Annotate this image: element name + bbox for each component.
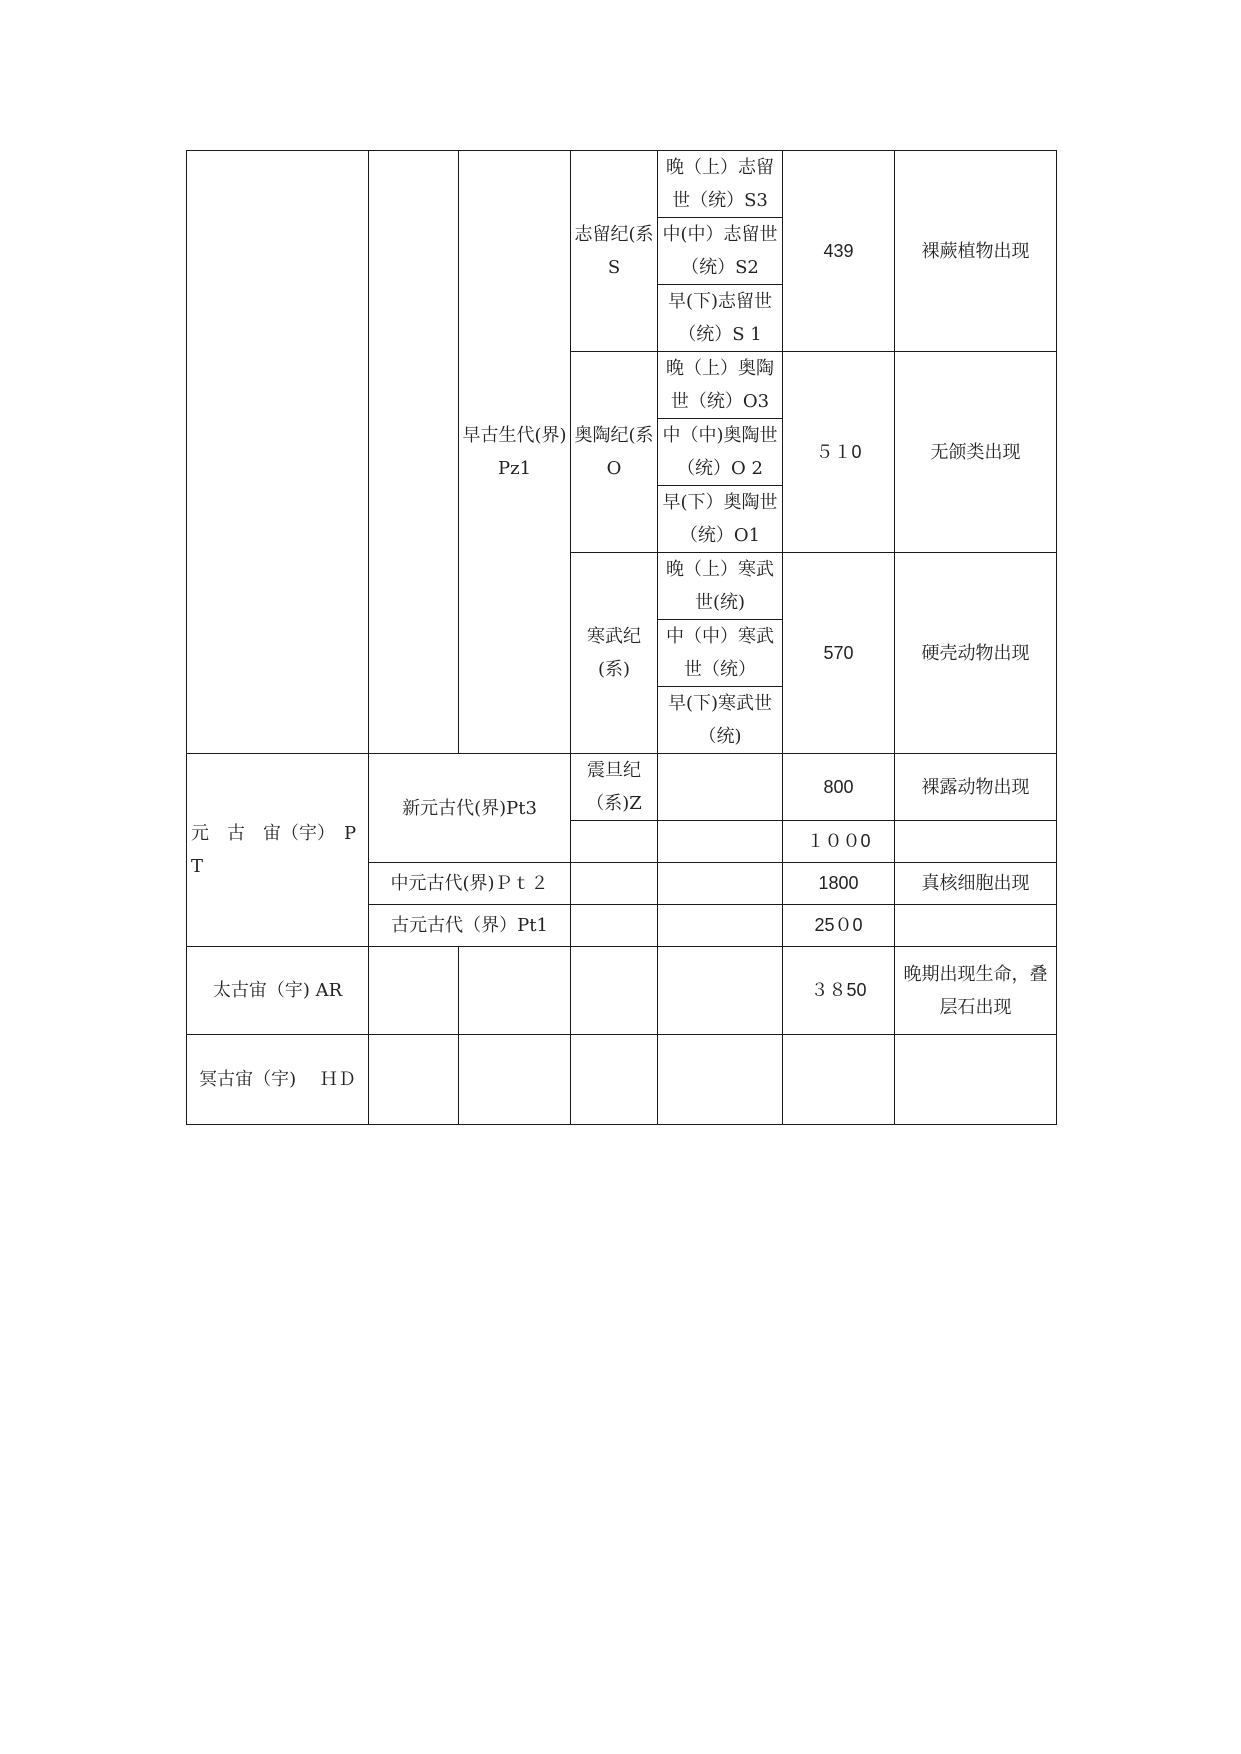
- archean-epoch-cell-blank: [658, 947, 783, 1035]
- ordovician-event-cell: 无颌类出现: [895, 352, 1057, 553]
- ordovician-middle-epoch-cell: 中（中)奥陶世（统）O 2: [658, 419, 783, 486]
- archean-eon-cell: 太古宙（宇) AR: [187, 947, 369, 1035]
- mesoproterozoic-event-cell: 真核细胞出现: [895, 863, 1057, 905]
- archean-age-cell: ３８50: [783, 947, 895, 1035]
- sinian-age-cell: 800: [783, 754, 895, 821]
- table-row: [187, 1035, 1057, 1125]
- silurian-late-epoch-cell: 晚（上）志留世（统）S3: [658, 151, 783, 218]
- ordovician-late-epoch-cell: 晚（上）奥陶世（统）O3: [658, 352, 783, 419]
- archean-subera-cell-blank: [459, 947, 571, 1035]
- proterozoic-eon-cell: 元 古 宙（宇） PT: [187, 754, 369, 947]
- table-row: [187, 947, 1057, 1035]
- hadean-eon-cell: 冥古宙（宇) ＨＤ: [187, 1035, 369, 1125]
- hadean-age-cell-blank: [783, 1035, 895, 1125]
- cambrian-early-epoch-cell: 早(下)寒武世（统): [658, 687, 783, 754]
- hadean-event-cell-blank: [895, 1035, 1057, 1125]
- table-row: [187, 754, 1057, 821]
- hadean-era-cell-blank: [369, 1035, 459, 1125]
- archean-era-cell-blank: [369, 947, 459, 1035]
- neo-event-cell-blank: [895, 821, 1057, 863]
- era-group-cell-blank: [369, 151, 459, 754]
- paleo-event-cell-blank: [895, 905, 1057, 947]
- silurian-period-cell: 志留纪(系S: [571, 151, 658, 352]
- hadean-period-cell-blank: [571, 1035, 658, 1125]
- paleoproterozoic-era-cell: 古元古代（界）Pt1: [369, 905, 571, 947]
- mesoproterozoic-age-cell: 1800: [783, 863, 895, 905]
- eon-cell-blank: [187, 151, 369, 754]
- hadean-epoch-cell-blank: [658, 1035, 783, 1125]
- table-row: [187, 151, 1057, 218]
- sinian-period-cell: 震旦纪（系)Z: [571, 754, 658, 821]
- paleo-epoch-cell-blank: [658, 905, 783, 947]
- silurian-event-cell: 裸蕨植物出现: [895, 151, 1057, 352]
- paleoproterozoic-age-cell: 25０0: [783, 905, 895, 947]
- archean-period-cell-blank: [571, 947, 658, 1035]
- cambrian-middle-epoch-cell: 中（中）寒武世（统）: [658, 620, 783, 687]
- paleo-period-cell-blank: [571, 905, 658, 947]
- ordovician-age-cell: ５１0: [783, 352, 895, 553]
- neo-period-cell-blank: [571, 821, 658, 863]
- cambrian-late-epoch-cell: 晚（上）寒武世(统): [658, 553, 783, 620]
- hadean-subera-cell-blank: [459, 1035, 571, 1125]
- silurian-age-cell: 439: [783, 151, 895, 352]
- cambrian-age-cell: 570: [783, 553, 895, 754]
- meso-epoch-cell-blank: [658, 863, 783, 905]
- geologic-time-table: [186, 150, 1057, 1125]
- ordovician-period-cell: 奥陶纪(系O: [571, 352, 658, 553]
- neo-epoch-cell-blank: [658, 821, 783, 863]
- early-paleozoic-era-cell: 早古生代(界)Pz1: [459, 151, 571, 754]
- mesoproterozoic-era-cell: 中元古代(界)Ｐｔ２: [369, 863, 571, 905]
- sinian-epoch-cell-blank: [658, 754, 783, 821]
- cambrian-period-cell: 寒武纪(系): [571, 553, 658, 754]
- silurian-middle-epoch-cell: 中(中）志留世（统）S2: [658, 218, 783, 285]
- meso-period-cell-blank: [571, 863, 658, 905]
- cambrian-event-cell: 硬壳动物出现: [895, 553, 1057, 754]
- ordovician-early-epoch-cell: 早(下）奥陶世（统）O1: [658, 486, 783, 553]
- archean-event-cell: 晚期出现生命，叠层石出现: [895, 947, 1057, 1035]
- silurian-early-epoch-cell: 早(下)志留世（统）S 1: [658, 285, 783, 352]
- neoproterozoic-age-cell: １００0: [783, 821, 895, 863]
- sinian-event-cell: 裸露动物出现: [895, 754, 1057, 821]
- neoproterozoic-era-cell: 新元古代(界)Pt3: [369, 754, 571, 863]
